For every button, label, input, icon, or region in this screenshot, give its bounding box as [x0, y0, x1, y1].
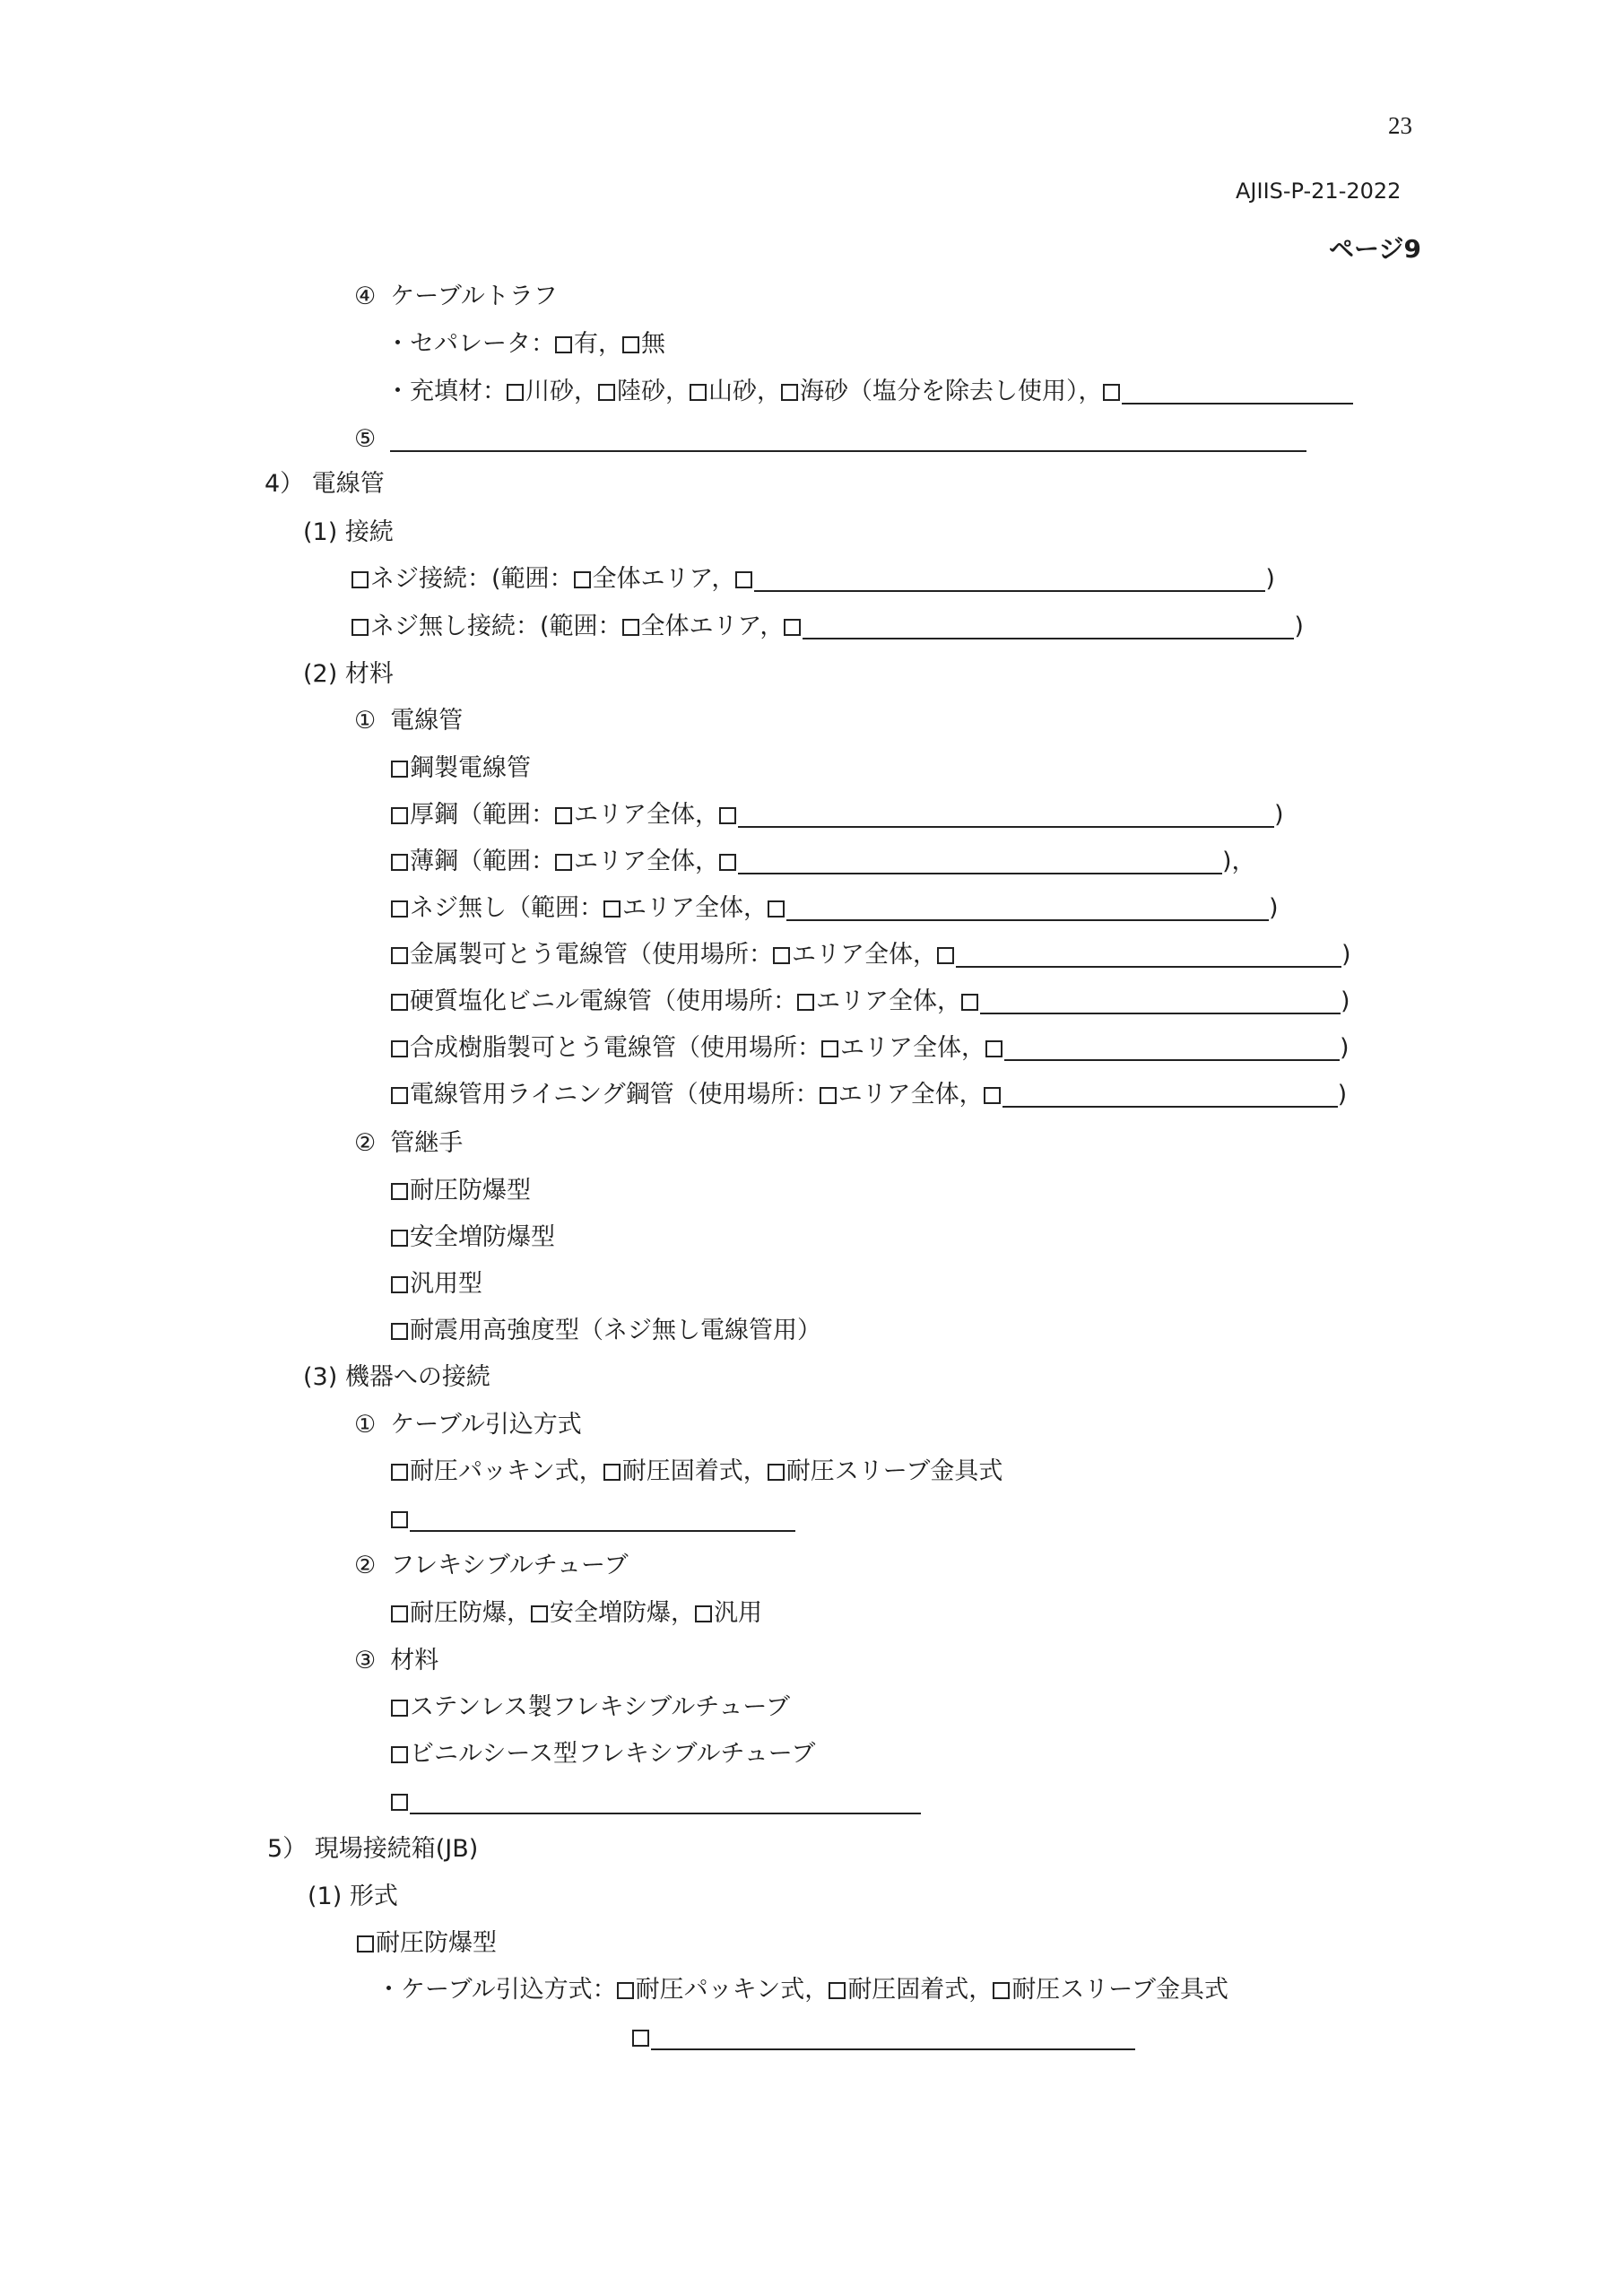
material-label: 電線管用ライニング鋼管（使用場所： [410, 1081, 820, 1109]
range-field[interactable] [738, 803, 1274, 828]
flameproof-checkbox[interactable] [391, 1605, 408, 1622]
close-paren: ) [1269, 894, 1279, 922]
material-label: ネジ無し（範囲： [410, 894, 603, 922]
area-all-label: エリア全体， [838, 1081, 984, 1109]
option-label: 耐圧防爆， [410, 1599, 531, 1627]
fitting-label: 耐圧防爆型 [410, 1177, 531, 1205]
area-other-checkbox[interactable] [984, 1087, 1001, 1104]
area-all-label: エリア全体， [816, 987, 961, 1015]
threaded-all-area-checkbox[interactable] [574, 571, 591, 588]
threadless-label: ネジ無し接続：(範囲： [370, 613, 622, 640]
option-label: 耐圧固着式， [847, 1976, 994, 2004]
all-area-label: 全体エリア， [592, 565, 736, 593]
area-all-checkbox[interactable] [555, 807, 572, 824]
separator-row [386, 328, 665, 361]
fixed-type-checkbox[interactable] [603, 1464, 621, 1481]
pvc-conduit-checkbox[interactable] [391, 994, 408, 1011]
area-all-checkbox[interactable] [821, 1040, 838, 1057]
close-paren: ) [1337, 1081, 1348, 1109]
conduit-heading: 4） 電線管 [265, 470, 385, 498]
flex-tube-subheading [354, 1550, 629, 1582]
cable-entry-options-row [391, 1456, 1002, 1488]
option-label: 耐圧固着式， [621, 1457, 768, 1485]
item-number: ④ [354, 283, 377, 310]
cable-entry-title: ケーブル引込方式 [390, 1411, 582, 1439]
item5-row [354, 423, 1306, 456]
material-subheading-title: 材料 [390, 1647, 439, 1674]
other-field[interactable] [410, 1507, 795, 1532]
threaded-range-field[interactable] [754, 567, 1265, 592]
conduit-subheading [354, 705, 463, 737]
other-checkbox[interactable] [391, 1511, 408, 1528]
area-all-label: エリア全体， [574, 801, 719, 829]
area-all-checkbox[interactable] [555, 854, 572, 871]
threaded-label: ネジ接続：(範囲： [370, 565, 574, 593]
materials-heading: (2) 材料 [303, 660, 394, 688]
filler-label: ・充填材： [386, 378, 507, 405]
jb-cable-entry-row [377, 1974, 1228, 2006]
thick-steel-checkbox[interactable] [391, 807, 408, 824]
page-number: 23 [1388, 112, 1412, 139]
filler-option-label: 陸砂， [617, 378, 690, 405]
connection-heading: (1) 接続 [303, 518, 394, 546]
filler-option-label: 山砂， [708, 378, 781, 405]
flex-material-item [391, 1692, 790, 1724]
filler-mountain-sand-checkbox[interactable] [690, 384, 707, 401]
material-item [391, 1079, 1347, 1111]
material-item [391, 892, 1279, 925]
fitting-checkbox[interactable] [391, 1323, 408, 1340]
jb-entry-label: ・ケーブル引込方式： [377, 1976, 617, 2004]
filler-land-sand-checkbox[interactable] [598, 384, 615, 401]
material-label: 鋼製電線管 [410, 754, 531, 782]
option-label: 耐圧パッキン式， [410, 1457, 603, 1485]
all-area-label: 全体エリア， [640, 613, 785, 640]
threadless-checkbox[interactable] [352, 619, 369, 636]
cable-entry-other-row [391, 1503, 795, 1535]
jb-type-label: 耐圧防爆型 [376, 1929, 497, 1957]
page-label: ページ9 [1329, 234, 1421, 264]
item-number: ③ [354, 1647, 377, 1674]
vinyl-sheath-flex-checkbox[interactable] [391, 1746, 408, 1763]
fitting-label: 安全増防爆型 [410, 1223, 555, 1251]
option-label: 汎用 [714, 1599, 762, 1627]
area-all-label: エリア全体， [840, 1034, 985, 1062]
item-number: ② [354, 1129, 377, 1157]
area-all-checkbox[interactable] [797, 994, 814, 1011]
item-number: ⑤ [354, 425, 377, 453]
steel-conduit-checkbox[interactable] [391, 761, 408, 778]
area-all-label: エリア全体， [622, 894, 768, 922]
threadless-connection-row [352, 611, 1304, 643]
equipment-connection-heading: (3) 機器への接続 [303, 1363, 490, 1391]
threadless-other-checkbox[interactable] [784, 619, 801, 636]
threadless-all-area-checkbox[interactable] [622, 619, 639, 636]
stainless-flex-checkbox[interactable] [391, 1700, 408, 1717]
flexible-metal-conduit-checkbox[interactable] [391, 947, 408, 964]
junction-box-heading: 5） 現場接続箱(JB) [267, 1835, 479, 1863]
location-field[interactable] [1002, 1083, 1338, 1108]
area-all-checkbox[interactable] [773, 947, 790, 964]
option-label: 耐圧パッキン式， [635, 1976, 829, 2004]
filler-sea-sand-checkbox[interactable] [781, 384, 798, 401]
fixed-type-checkbox[interactable] [829, 1982, 846, 1999]
fitting-item [391, 1175, 531, 1207]
threadless-range-field[interactable] [803, 614, 1294, 639]
fitting-subheading-title: 管継手 [390, 1129, 464, 1157]
area-other-checkbox[interactable] [937, 947, 954, 964]
fitting-item [391, 1268, 482, 1300]
filler-river-sand-checkbox[interactable] [507, 384, 524, 401]
close-paren: ) [1341, 987, 1350, 1015]
area-other-checkbox[interactable] [719, 854, 736, 871]
item5-field[interactable] [390, 427, 1306, 452]
separator-no-checkbox[interactable] [622, 336, 639, 353]
filler-other-checkbox[interactable] [1103, 384, 1120, 401]
flex-material-item [391, 1738, 815, 1770]
location-field[interactable] [1004, 1036, 1340, 1061]
fitting-label: 耐震用高強度型（ネジ無し電線管用） [410, 1317, 821, 1344]
close-paren: ) [1340, 1034, 1350, 1062]
other-field[interactable] [651, 2025, 1135, 2050]
threaded-checkbox[interactable] [352, 571, 369, 588]
cable-trough-heading [354, 281, 558, 313]
threaded-other-checkbox[interactable] [735, 571, 752, 588]
lined-steel-pipe-checkbox[interactable] [391, 1087, 408, 1104]
cable-trough-title: ケーブルトラフ [390, 283, 558, 310]
item-number: ① [354, 1411, 377, 1439]
close-paren: ) [1265, 565, 1275, 593]
area-other-checkbox[interactable] [985, 1040, 1002, 1057]
threadless-conduit-checkbox[interactable] [391, 900, 408, 918]
fitting-item [391, 1315, 821, 1347]
material-item [391, 752, 531, 785]
packing-type-checkbox[interactable] [391, 1464, 408, 1481]
other-field[interactable] [410, 1789, 921, 1814]
close-paren: ) [1294, 613, 1304, 640]
resin-flexible-conduit-checkbox[interactable] [391, 1040, 408, 1057]
area-all-label: エリア全体， [574, 848, 719, 875]
threaded-connection-row [352, 563, 1275, 596]
jb-other-row [632, 2022, 1135, 2054]
range-field[interactable] [738, 849, 1222, 874]
fitting-label: 汎用型 [410, 1270, 482, 1298]
item-number: ② [354, 1552, 377, 1579]
material-label: 硬質塩化ビニル電線管（使用場所： [410, 987, 797, 1015]
separator-label: ・セパレータ： [386, 330, 555, 358]
area-other-checkbox[interactable] [719, 807, 736, 824]
material-label: 金属製可とう電線管（使用場所： [410, 941, 773, 969]
material-label: 厚鋼（範囲： [410, 801, 555, 829]
filler-option-label: 川砂， [525, 378, 598, 405]
form-heading: (1) 形式 [308, 1883, 398, 1910]
range-field[interactable] [786, 896, 1269, 921]
close-paren: ) [1274, 801, 1284, 829]
flex-tube-options-row [391, 1597, 762, 1630]
option-label: ステンレス製フレキシブルチューブ [410, 1693, 791, 1721]
fitting-item [391, 1222, 555, 1254]
item-number: ① [354, 707, 377, 735]
material-subheading [354, 1645, 438, 1677]
location-field[interactable] [956, 943, 1341, 968]
sleeve-type-checkbox[interactable] [768, 1464, 785, 1481]
increased-safety-checkbox[interactable] [531, 1605, 548, 1622]
area-all-label: エリア全体， [792, 941, 937, 969]
general-purpose-checkbox[interactable] [695, 1605, 712, 1622]
close-paren: ) [1341, 941, 1351, 969]
separator-yes-checkbox[interactable] [555, 336, 572, 353]
option-label: ビニルシース型フレキシブルチューブ [410, 1740, 816, 1768]
material-item [391, 939, 1351, 971]
fitting-checkbox[interactable] [391, 1183, 408, 1200]
option-label: 耐圧スリーブ金具式 [785, 1457, 1003, 1485]
area-all-checkbox[interactable] [603, 900, 621, 918]
document-code: AJIIS-P-21-2022 [1236, 178, 1402, 204]
material-item [391, 1032, 1350, 1065]
filler-other-field[interactable] [1122, 379, 1353, 404]
filler-row [386, 376, 1353, 408]
material-item [391, 986, 1350, 1018]
filler-option-label: 海砂（塩分を除去し使用）， [800, 378, 1103, 405]
conduit-subheading-title: 電線管 [390, 707, 464, 735]
material-item [391, 799, 1284, 831]
separator-no-label: 無 [641, 330, 665, 358]
fitting-checkbox[interactable] [391, 1276, 408, 1293]
thin-steel-checkbox[interactable] [391, 854, 408, 871]
sleeve-type-checkbox[interactable] [993, 1982, 1010, 1999]
area-all-checkbox[interactable] [820, 1087, 837, 1104]
cable-entry-subheading [354, 1409, 582, 1441]
option-label: 安全増防爆， [550, 1599, 695, 1627]
flex-material-other-row [391, 1786, 921, 1818]
packing-type-checkbox[interactable] [617, 1982, 634, 1999]
flameproof-type-checkbox[interactable] [357, 1935, 374, 1952]
close-paren: )， [1222, 848, 1256, 875]
option-label: 耐圧スリーブ金具式 [1011, 1976, 1228, 2004]
area-other-checkbox[interactable] [961, 994, 978, 1011]
material-label: 薄鋼（範囲： [410, 848, 555, 875]
fitting-checkbox[interactable] [391, 1230, 408, 1247]
fitting-subheading [354, 1127, 463, 1160]
other-checkbox[interactable] [391, 1794, 408, 1811]
material-label: 合成樹脂製可とう電線管（使用場所： [410, 1034, 821, 1062]
location-field[interactable] [980, 989, 1341, 1014]
flex-tube-title: フレキシブルチューブ [390, 1552, 629, 1579]
separator-yes-label: 有， [574, 330, 622, 358]
jb-type-row [357, 1927, 497, 1960]
material-item [391, 846, 1256, 878]
other-checkbox[interactable] [632, 2030, 649, 2047]
area-other-checkbox[interactable] [768, 900, 785, 918]
